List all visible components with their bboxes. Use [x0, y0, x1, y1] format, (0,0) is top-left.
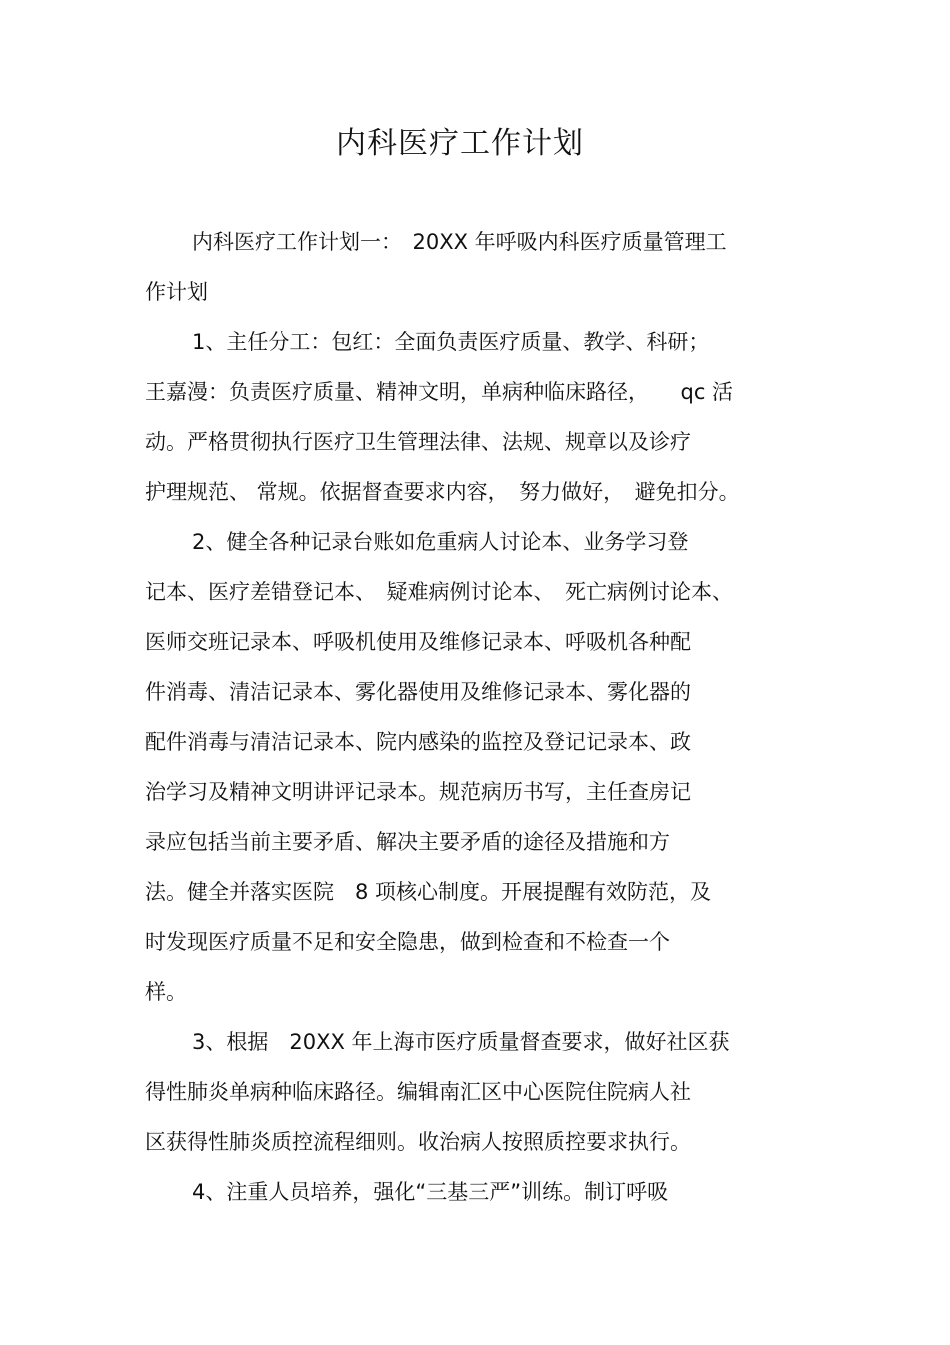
- text-line: 4、注重人员培养，强化“三基三严”训练。制订呼吸: [192, 1180, 669, 1204]
- text-line: 法。健全并落实医院 8 项核心制度。开展提醒有效防范，及: [145, 880, 712, 904]
- text-line: 区获得性肺炎质控流程细则。收治病人按照质控要求执行。: [145, 1130, 691, 1154]
- text-line: 3、根据 20XX 年上海市医疗质量督查要求，做好社区获: [192, 1030, 730, 1054]
- text-line: 件消毒、清洁记录本、雾化器使用及维修记录本、雾化器的: [145, 680, 691, 704]
- text-line: 记本、医疗差错登记本、 疑难病例讨论本、 死亡病例讨论本、: [145, 580, 733, 604]
- text-line: 录应包括当前主要矛盾、解决主要矛盾的途径及措施和方: [145, 830, 670, 854]
- text-line: 治学习及精神文明讲评记录本。规范病历书写，主任查房记: [145, 780, 691, 804]
- text-line: 内科医疗工作计划一： 20XX 年呼吸内科医疗质量管理工: [192, 230, 727, 254]
- text-line: 医师交班记录本、呼吸机使用及维修记录本、呼吸机各种配: [145, 630, 691, 654]
- text-line: 配件消毒与清洁记录本、院内感染的监控及登记记录本、政: [145, 730, 691, 754]
- text-line: 2、健全各种记录台账如危重病人讨论本、业务学习登: [192, 530, 689, 554]
- text-line: 得性肺炎单病种临床路径。编辑南汇区中心医院住院病人社: [145, 1080, 691, 1104]
- text-line: 1、主任分工：包红：全面负责医疗质量、教学、科研；: [192, 330, 710, 354]
- text-line: 样。: [145, 980, 187, 1004]
- text-line: 护理规范、 常规。依据督查要求内容， 努力做好， 避免扣分。: [145, 480, 740, 504]
- text-line: 作计划: [145, 280, 208, 304]
- text-line: 动。严格贯彻执行医疗卫生管理法律、法规、规章以及诊疗: [145, 430, 691, 454]
- document-title: 内科医疗工作计划: [336, 126, 584, 161]
- text-line: 王嘉漫：负责医疗质量、精神文明，单病种临床路径， qc 活: [145, 380, 734, 404]
- text-line: 时发现医疗质量不足和安全隐患，做到检查和不检查一个: [145, 930, 670, 954]
